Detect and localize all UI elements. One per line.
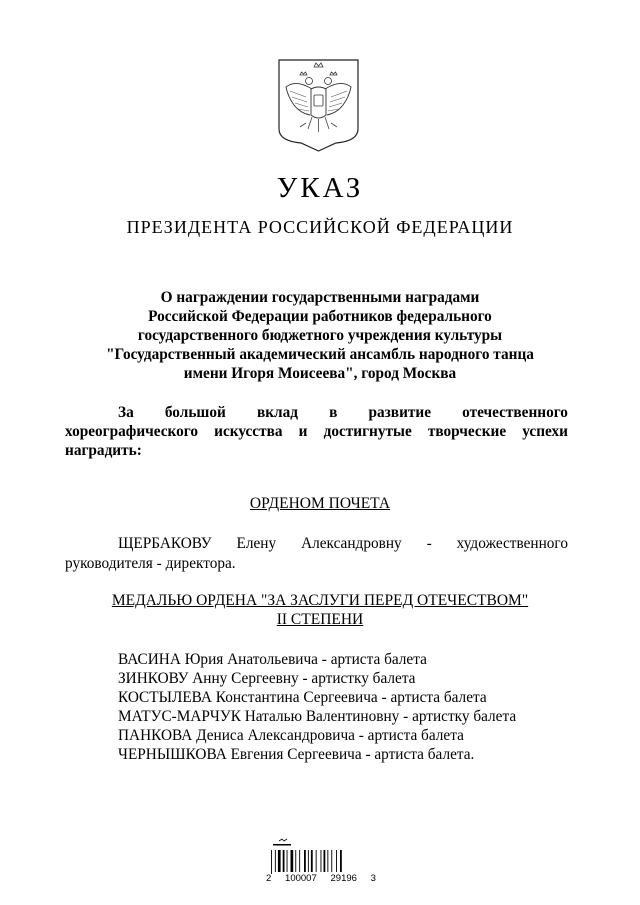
barcode-digit-group: 29196 xyxy=(330,873,357,884)
award-title-text: II СТЕПЕНИ xyxy=(276,611,364,628)
barcode-bar xyxy=(327,850,328,872)
decree-subject xyxy=(60,288,580,383)
barcode-bar xyxy=(340,850,342,872)
preamble-line xyxy=(65,422,568,441)
word: и xyxy=(298,423,308,440)
word: вклад xyxy=(256,404,298,421)
medal-recipients-list xyxy=(118,650,516,764)
subject-line: О награждении государственными наградами xyxy=(160,289,480,306)
award-title-order-of-honour xyxy=(0,494,640,513)
document-subtitle: ПРЕЗИДЕНТА РОССИЙСКОЙ ФЕДЕРАЦИИ xyxy=(126,217,514,237)
word: в xyxy=(329,404,338,421)
word: хореографического xyxy=(65,423,199,440)
word: искусства xyxy=(214,423,283,440)
award-title-medal xyxy=(0,591,640,629)
barcode-bar xyxy=(291,850,294,872)
word: ЩЕРБАКОВУ xyxy=(118,535,212,552)
recipient-line xyxy=(118,534,568,554)
barcode-number xyxy=(266,873,376,884)
subject-line: Российской Федерации работников федерального xyxy=(148,308,492,325)
word: За xyxy=(118,404,134,421)
word: достигнутые xyxy=(323,423,412,440)
list-item: ВАСИНА Юрия Анатольевича - артиста балета xyxy=(118,651,427,668)
subject-line: имени Игоря Моисеева", город Москва xyxy=(183,365,457,382)
subject-line: "Государственный академический ансамбль народного танца xyxy=(106,346,534,363)
barcode-bar xyxy=(324,850,326,872)
award-title-text: МЕДАЛЬЮ ОРДЕНА "ЗА ЗАСЛУГИ ПЕРЕД ОТЕЧЕСТВОМ" xyxy=(111,592,529,609)
barcode-bar xyxy=(316,850,317,872)
preamble-line: наградить: xyxy=(65,442,142,459)
barcode-bar xyxy=(278,850,281,872)
barcode-bar xyxy=(287,850,288,872)
list-item: ЧЕРНЫШКОВА Евгения Сергеевича - артиста балета. xyxy=(118,746,475,763)
preamble-line xyxy=(65,403,568,422)
word: Елену xyxy=(236,535,277,552)
word: творческие xyxy=(427,423,507,440)
award1-recipient xyxy=(65,534,568,574)
barcode-bar xyxy=(304,850,306,872)
list-item: КОСТЫЛЕВА Константина Сергеевича - артиста балета xyxy=(118,689,487,706)
barcode-bar xyxy=(308,850,309,872)
barcode-bar xyxy=(271,850,272,874)
word: отечественного xyxy=(462,404,568,421)
barcode-digit-group: 2 xyxy=(266,873,272,884)
list-item: МАТУС-МАРЧУК Наталью Валентиновну - артистку балета xyxy=(118,708,517,725)
word: успехи xyxy=(522,423,568,440)
barcode-bar xyxy=(299,850,300,872)
list-item: ЗИНКОВУ Анну Сергеевну - артистку балета xyxy=(118,670,416,687)
barcode-bar xyxy=(311,850,313,872)
barcode-bar xyxy=(321,850,322,872)
list-item: ПАНКОВА Дениса Александровича - артиста балета xyxy=(118,727,464,744)
barcode-bar xyxy=(283,850,285,872)
barcode-bar xyxy=(275,850,276,872)
award-title-text: ОРДЕНОМ ПОЧЕТА xyxy=(249,495,391,512)
word: художественного xyxy=(456,535,568,552)
recipient-line: руководителя - директора. xyxy=(65,555,236,572)
word: большой xyxy=(164,404,226,421)
decree-preamble xyxy=(65,403,568,460)
barcode-bar xyxy=(331,850,332,872)
barcode-digit-group: 3 xyxy=(370,873,376,884)
barcode-bar xyxy=(336,850,337,872)
word: Александровну xyxy=(301,535,402,552)
word: - xyxy=(426,535,432,552)
barcode-digit-group: 100007 xyxy=(285,873,317,884)
coat-of-arms-emblem xyxy=(276,57,361,152)
word: развитие xyxy=(368,404,431,421)
subject-line: государственного бюджетного учреждения культуры xyxy=(137,327,503,344)
document-title: УКАЗ xyxy=(276,172,364,204)
barcode-bar xyxy=(295,850,296,872)
